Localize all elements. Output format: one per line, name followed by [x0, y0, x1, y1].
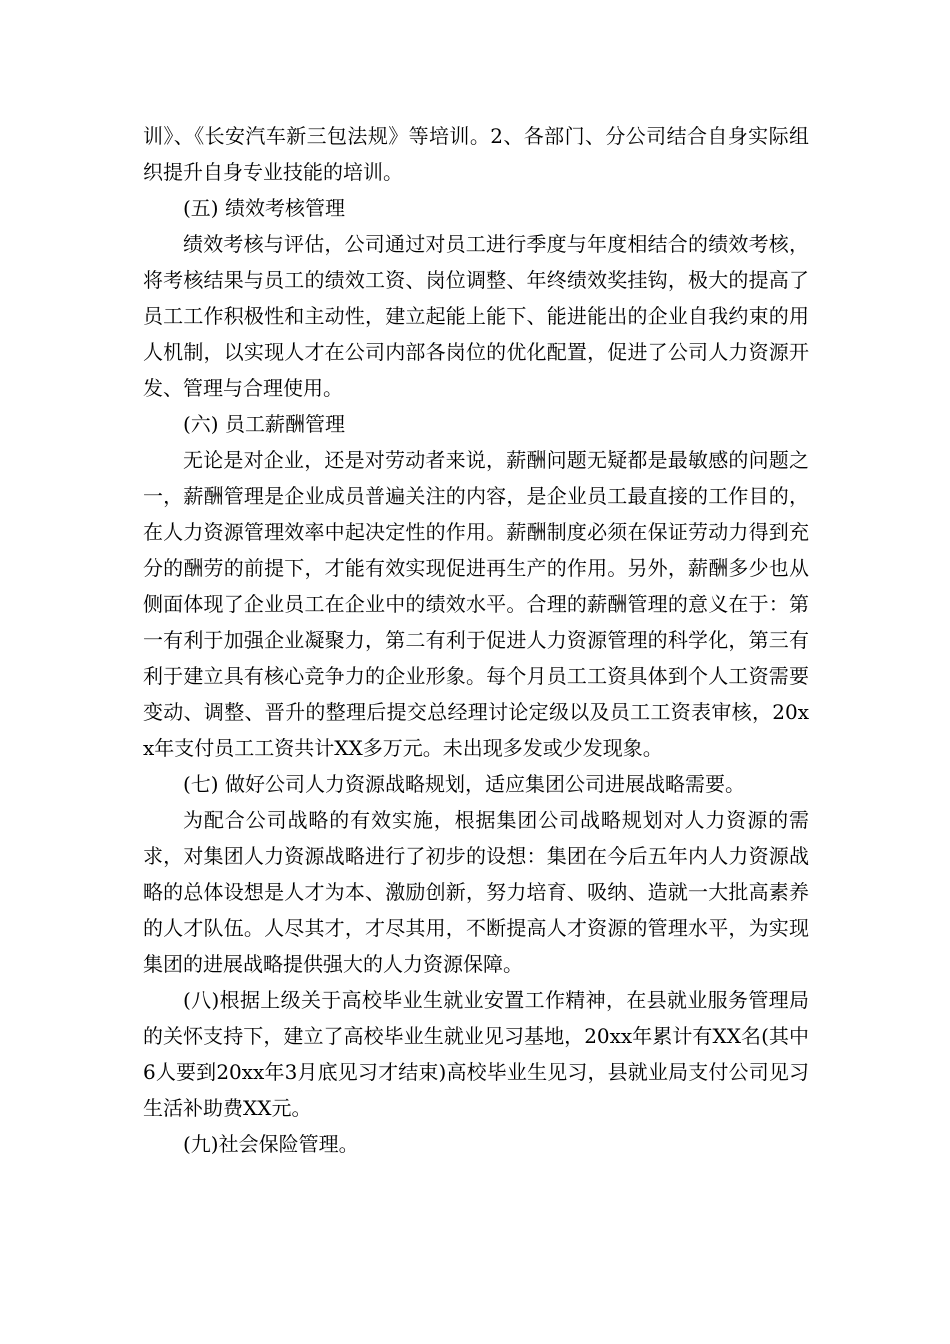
- paragraph-salary: 无论是对企业，还是对劳动者来说，薪酬问题无疑都是最敏感的问题之一，薪酬管理是企业成员普遍关注的内容，是企业员工最直接的工作目的，在人力资源管理效率中起决定性的作用。薪酬制度必须在保证劳动力得到充分的酬劳的前提下，才能有效实现促进再生产的作用。另外，薪酬多少也从侧面体现了企业员工在企业中的绩效水平。合理的薪酬管理的意义在于：第一有利于加强企业凝聚力，第二有利于促进人力资源管理的科学化，第三有利于建立具有核心竞争力的企业形象。每个月员工工资具体到个人工资需要变动、调整、晋升的整理后提交总经理讨论定级以及员工工资表审核，20xx年支付员工工资共计XX多万元。未出现多发或少发现象。: [143, 448, 809, 760]
- section-heading-salary: (六) 员工薪酬管理: [183, 412, 345, 436]
- section-heading-performance: (五) 绩效考核管理: [183, 196, 345, 220]
- paragraph-performance: 绩效考核与评估，公司通过对员工进行季度与年度相结合的绩效考核，将考核结果与员工的绩效工资、岗位调整、年终绩效奖挂钩，极大的提高了员工工作积极性和主动性，建立起能上能下、能进能出的企业自我约束的用人机制，以实现人才在公司内部各岗位的优化配置，促进了公司人力资源开发、管理与合理使用。: [143, 232, 809, 400]
- paragraph-training-continuation: 训》、《长安汽车新三包法规》等培训。2、各部门、分公司结合自身实际组织提升自身专业技能的培训。: [143, 124, 809, 184]
- paragraph-graduates: (八)根据上级关于高校毕业生就业安置工作精神，在县就业服务管理局的关怀支持下，建立了高校毕业生就业见习基地，20xx年累计有XX名(其中6人要到20xx年3月底见习才结束)高校毕业生见习，县就业局支付公司见习生活补助费XX元。: [143, 988, 809, 1120]
- section-heading-social-insurance: (九)社会保险管理。: [183, 1132, 359, 1156]
- document-page: [143, 118, 809, 1162]
- section-heading-strategy: (七) 做好公司人力资源战略规划，适应集团公司进展战略需要。: [183, 772, 745, 796]
- paragraph-strategy: 为配合公司战略的有效实施，根据集团公司战略规划对人力资源的需求，对集团人力资源战略进行了初步的设想：集团在今后五年内人力资源战略的总体设想是人才为本、激励创新，努力培育、吸纳、造就一大批高素养的人才队伍。人尽其才，才尽其用，不断提高人才资源的管理水平，为实现集团的进展战略提供强大的人力资源保障。: [143, 808, 809, 976]
